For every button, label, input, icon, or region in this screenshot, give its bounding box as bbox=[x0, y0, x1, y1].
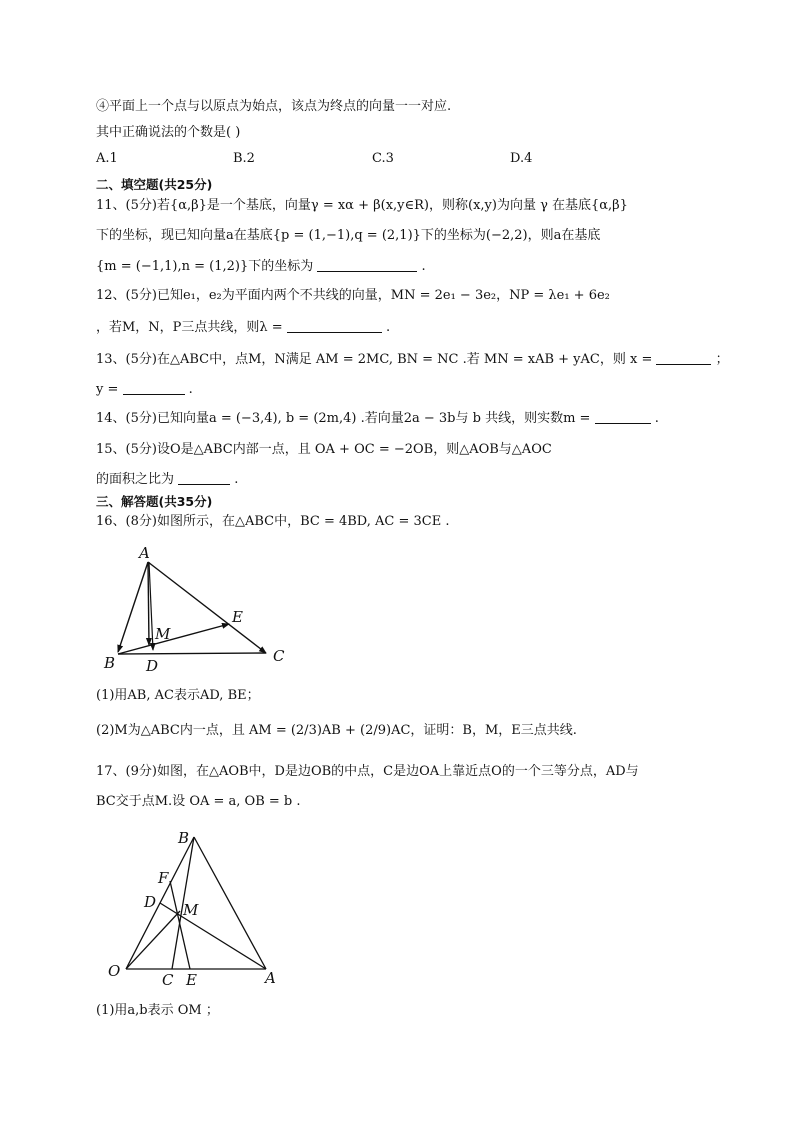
q14-answer-blank[interactable] bbox=[595, 409, 651, 424]
q12-line2 bbox=[96, 318, 390, 337]
q16-part2: (2)M为△ABC内一点，且 AM = (2/3)AB + (2/9)AC，证明：B，M，E三点共线. bbox=[96, 723, 577, 738]
q13-sep: ； bbox=[715, 352, 729, 367]
q11-line1: 11、(5分)若{α,β}是一个基底，向量γ = xα + β(x,y∈R)，则称(x,y)为向量 γ 在基底{α,β} bbox=[96, 198, 628, 213]
q12-answer-blank[interactable] bbox=[287, 318, 382, 333]
statement-4: ④平面上一个点与以原点为始点，该点为终点的向量一一对应. bbox=[96, 99, 452, 114]
segment-om bbox=[126, 911, 180, 969]
q14-end: . bbox=[654, 411, 659, 426]
q11-line2: 下的坐标，现已知向量a在基底{p = (1,−1),q = (2,1)}下的坐标为(−2,2)，则a在基底 bbox=[96, 228, 601, 243]
label-o: O bbox=[108, 962, 121, 980]
vector-be bbox=[118, 624, 229, 654]
segment-ba bbox=[194, 837, 266, 969]
q13-line2 bbox=[96, 380, 193, 399]
q16-line1: 16、(8分)如图所示，在△ABC中，BC = 4BD, AC = 3CE . bbox=[96, 514, 450, 529]
label-c: C bbox=[273, 647, 285, 665]
q11-text: {m = (−1,1),n = (1,2)}下的坐标为 bbox=[96, 259, 314, 274]
q15-end: . bbox=[234, 472, 239, 487]
label-d: D bbox=[144, 893, 157, 911]
option-c: C.3 bbox=[372, 151, 394, 166]
q13-line1 bbox=[96, 350, 729, 369]
q11-end: . bbox=[421, 259, 426, 274]
label-f: F bbox=[158, 869, 169, 887]
section-heading-solve: 三、解答题(共35分) bbox=[96, 494, 213, 509]
label-e: E bbox=[186, 971, 197, 988]
label-a: A bbox=[139, 544, 150, 562]
triangle-abc-figure bbox=[96, 540, 306, 675]
q13-y-blank[interactable] bbox=[123, 380, 185, 395]
q13-x-blank[interactable] bbox=[656, 350, 711, 365]
q17-part1: (1)用a,b表示 OM ； bbox=[96, 1003, 219, 1018]
label-b: B bbox=[104, 654, 116, 672]
q11-answer-blank[interactable] bbox=[317, 257, 417, 272]
q12-line1: 12、(5分)已知e₁，e₂为平面内两个不共线的向量，MN = 2e₁ − 3e₂，NP = λe₁ + 6e₂ bbox=[96, 288, 610, 303]
label-b: B bbox=[178, 829, 190, 847]
q15-answer-blank[interactable] bbox=[178, 470, 230, 485]
q13-end: . bbox=[188, 382, 193, 397]
q17-line2: BC交于点M.设 OA = a, OB = b . bbox=[96, 794, 301, 809]
q15-text: 的面积之比为 bbox=[96, 472, 175, 487]
label-c: C bbox=[162, 971, 174, 988]
q13-y-text: y = bbox=[96, 382, 119, 397]
option-a: A.1 bbox=[96, 151, 118, 166]
q11-line3 bbox=[96, 257, 426, 276]
q16-part1: (1)用AB, AC表示AD, BE； bbox=[96, 688, 260, 703]
option-b: B.2 bbox=[233, 151, 255, 166]
q15-line1: 15、(5分)设O是△ABC内部一点，且 OA + OC = −2OB，则△AOB与△AOC bbox=[96, 442, 552, 457]
q14-line1 bbox=[96, 409, 659, 428]
label-a: A bbox=[265, 969, 276, 987]
triangle-aob-figure bbox=[100, 823, 290, 988]
q12-end: . bbox=[385, 320, 391, 335]
label-m: M bbox=[183, 901, 199, 919]
label-m: M bbox=[155, 625, 171, 643]
segment-bc bbox=[118, 653, 266, 654]
label-e: E bbox=[232, 608, 243, 626]
q13-text: 13、(5分)在△ABC中，点M，N满足 AM = 2MC, BN = NC .若 MN = xAB + yAC，则 x = bbox=[96, 352, 653, 367]
segment-fe bbox=[170, 881, 190, 969]
q15-line2 bbox=[96, 470, 238, 489]
q17-line1: 17、(9分)如图，在△AOB中，D是边OB的中点，C是边OA上靠近点O的一个三等分点，AD与 bbox=[96, 764, 639, 779]
label-d: D bbox=[146, 657, 159, 675]
vector-ab bbox=[118, 562, 148, 652]
q12-text: ，若M，N，P三点共线，则λ = bbox=[96, 320, 283, 335]
option-d: D.4 bbox=[510, 151, 533, 166]
section-heading-fill-blank: 二、填空题(共25分) bbox=[96, 177, 213, 192]
question-prompt: 其中正确说法的个数是( ) bbox=[96, 125, 241, 140]
q14-text: 14、(5分)已知向量a = (−3,4), b = (2m,4) .若向量2a − 3b与 b 共线，则实数m = bbox=[96, 411, 591, 426]
vector-am bbox=[148, 562, 149, 645]
segment-ad bbox=[160, 903, 266, 969]
